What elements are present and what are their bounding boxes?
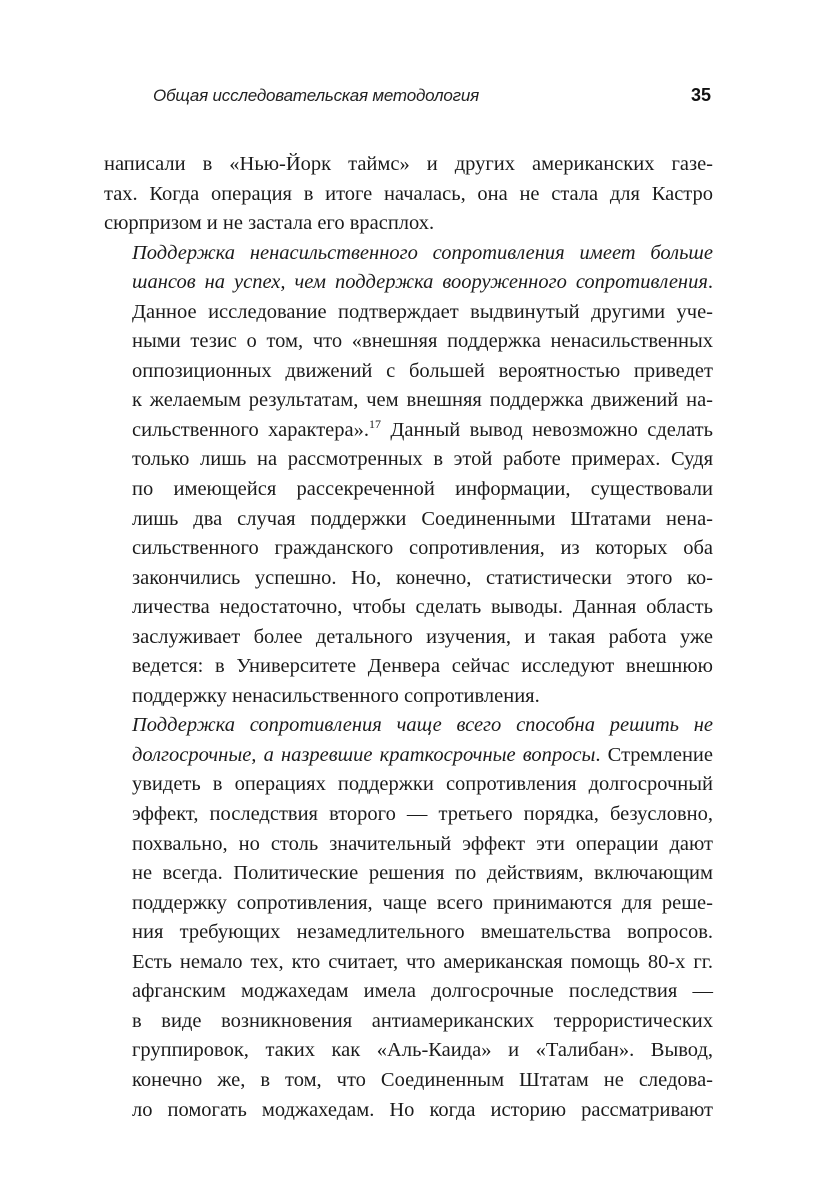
italic-lead: долгосрочные, а назревшие краткосрочные вопросы xyxy=(132,743,596,766)
text-line xyxy=(104,416,713,446)
footnote-ref[interactable]: 17 xyxy=(369,416,382,431)
text-line: лишь два случая поддержки Соединенными Штатами нена- xyxy=(132,507,713,530)
text-line: Данное исследование подтверждает выдвинутый другими уче- xyxy=(132,300,713,323)
text-line: афганским моджахедам имела долгосрочные последствия — xyxy=(132,980,713,1003)
text-line: оппозиционных движений с большей вероятностью приведет xyxy=(132,359,713,382)
text-line: сюрпризом и не застала его врасплох. xyxy=(104,212,435,235)
italic-lead: шансов на успех, чем поддержка вооруженного сопротивления xyxy=(132,271,708,294)
lead-punctuation: . xyxy=(707,271,713,294)
text-line xyxy=(104,741,713,771)
paragraph-2 xyxy=(104,239,713,712)
text-fragment: Данный вывод невозможно сделать xyxy=(381,418,713,441)
text-line: только лишь на рассмотренных в этой работе примерах. Судя xyxy=(132,448,713,471)
text-line: ния требующих незамедлительного вмешательства вопросов. xyxy=(132,921,713,944)
text-line: поддержку сопротивления, чаще всего принимаются для реше- xyxy=(132,891,713,914)
text-line xyxy=(104,239,713,269)
paragraph-3 xyxy=(104,711,713,1125)
italic-lead: Поддержка сопротивления чаще всего способна решить не xyxy=(132,714,713,737)
text-line: ло помогать моджахедам. Но когда историю рассматривают xyxy=(132,1098,713,1121)
text-line: к желаемым результатам, чем внешняя поддержка движений на- xyxy=(132,389,713,412)
paragraph-1 xyxy=(104,150,713,239)
text-line: закончились успешно. Но, конечно, статистически этого ко- xyxy=(132,566,713,589)
text-line: написали в «Нью-Йорк таймс» и других американских газе- xyxy=(104,153,713,175)
running-title: Общая исследовательская методология xyxy=(153,86,479,105)
running-head xyxy=(104,86,713,112)
text-line: в виде возникновения антиамериканских террористических xyxy=(132,1009,713,1032)
text-line: группировок, таких как «Аль-Каида» и «Талибан». Вывод, xyxy=(132,1039,713,1062)
italic-lead: Поддержка ненасильственного сопротивления имеет больше xyxy=(132,241,713,264)
text-line: сильственного гражданского сопротивления, из которых оба xyxy=(132,537,713,560)
text-line: по имеющейся рассекреченной информации, существовали xyxy=(132,478,713,501)
text-line: ными тезис о том, что «внешняя поддержка ненасильственных xyxy=(132,330,713,353)
text-line: конечно же, в том, что Соединенным Штатам не следова- xyxy=(132,1068,713,1091)
text-line: личества недостаточно, чтобы сделать выводы. Данная область xyxy=(132,596,713,619)
text-line: похвально, но столь значительный эффект эти операции дают xyxy=(132,832,713,855)
text-fragment: . Стремление xyxy=(595,743,713,766)
text-line: эффект, последствия второго — третьего порядка, безусловно, xyxy=(132,803,713,826)
text-line: поддержку ненасильственного сопротивления. xyxy=(132,684,540,707)
body-text xyxy=(104,150,713,1125)
text-line: тах. Когда операция в итоге началась, она не стала для Кастро xyxy=(104,182,713,205)
text-line: ведется: в Университете Денвера сейчас исследуют внешнюю xyxy=(132,655,713,678)
text-fragment: сильственного характера». xyxy=(132,418,370,441)
text-line: Есть немало тех, кто считает, что американская помощь 80-х гг. xyxy=(132,950,713,973)
text-line xyxy=(104,711,713,741)
text-line: не всегда. Политические решения по действиям, включающим xyxy=(132,862,713,885)
text-line xyxy=(104,268,713,298)
text-line: увидеть в операциях поддержки сопротивления долгосрочный xyxy=(132,773,713,796)
text-line: заслуживает более детального изучения, и такая работа уже xyxy=(132,625,713,648)
page-number: 35 xyxy=(690,85,711,105)
